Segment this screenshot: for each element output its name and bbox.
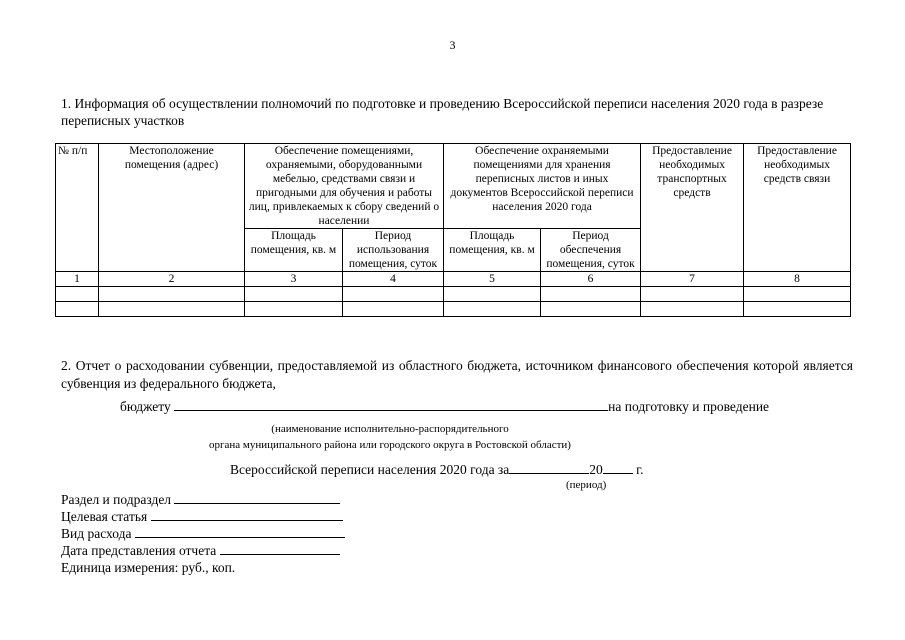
field-section-input[interactable] <box>174 503 340 504</box>
table-cell[interactable] <box>641 302 744 317</box>
budget-line <box>120 399 769 415</box>
field-target <box>61 508 343 525</box>
budget-caption <box>180 421 600 453</box>
census-year: 20 <box>589 462 603 477</box>
header-num: № п/п <box>56 144 99 272</box>
table-row <box>56 287 851 302</box>
column-number: 8 <box>744 272 851 287</box>
field-section <box>61 491 340 508</box>
budget-caption-line2: органа муниципального района или городского округа в Ростовской области) <box>209 439 571 451</box>
field-expense-type-label: Вид расхода <box>61 526 132 541</box>
period-field[interactable] <box>509 473 589 474</box>
table-row <box>56 302 851 317</box>
section2-title: 2. Отчет о расходовании субвенции, предоставляемой из областного бюджета, источником финансового обеспечения которой является субвенция из федерального бюджета, <box>61 358 853 391</box>
budget-suffix: на подготовку и проведение <box>608 399 770 414</box>
column-number: 1 <box>56 272 99 287</box>
header-communication: Предоставление необходимых средств связи <box>744 144 851 272</box>
header-area1: Площадь помещения, кв. м <box>245 229 343 272</box>
column-number-row <box>56 272 851 287</box>
census-suffix: г. <box>636 462 644 477</box>
column-number: 4 <box>343 272 444 287</box>
field-target-input[interactable] <box>151 520 343 521</box>
table-cell[interactable] <box>444 302 541 317</box>
field-expense-type-input[interactable] <box>135 537 345 538</box>
table-cell[interactable] <box>99 302 245 317</box>
header-period2: Период обеспечения помещения, суток <box>541 229 641 272</box>
table-cell[interactable] <box>343 302 444 317</box>
table-cell[interactable] <box>56 302 99 317</box>
header-period1: Период использования помещения, суток <box>343 229 444 272</box>
header-storage-group: Обеспечение охраняемыми помещениями для хранения переписных листов и иных документов Всероссийской переписи населения 2020 года <box>444 144 641 229</box>
field-report-date-label: Дата представления отчета <box>61 543 217 558</box>
table-cell[interactable] <box>99 287 245 302</box>
table-cell[interactable] <box>541 302 641 317</box>
column-number: 6 <box>541 272 641 287</box>
column-number: 3 <box>245 272 343 287</box>
table-cell[interactable] <box>541 287 641 302</box>
period-caption: (период) <box>566 479 607 491</box>
header-premises-group: Обеспечение помещениями, охраняемыми, оборудованными мебелью, средствами связи и пригодными для обучения и работы лиц, привлекаемых к сбору сведений о населении <box>245 144 444 229</box>
year-field[interactable] <box>603 473 633 474</box>
table-cell[interactable] <box>444 287 541 302</box>
field-section-label: Раздел и подраздел <box>61 492 172 507</box>
budget-name-field[interactable] <box>174 410 608 411</box>
section1-title: 1. Информация об осуществлении полномочий по подготовке и проведению Всероссийской переписи населения 2020 года в разрезе переписных участков <box>61 96 824 128</box>
table-cell[interactable] <box>744 302 851 317</box>
field-target-label: Целевая статья <box>61 509 148 524</box>
table-cell[interactable] <box>641 287 744 302</box>
column-number: 5 <box>444 272 541 287</box>
field-report-date <box>61 542 340 559</box>
census-prefix: Всероссийской переписи населения 2020 года за <box>230 462 510 477</box>
census-line <box>230 462 644 478</box>
field-report-date-input[interactable] <box>220 554 340 555</box>
header-location: Местоположение помещения (адрес) <box>99 144 245 272</box>
field-expense-type <box>61 525 345 542</box>
column-number: 2 <box>99 272 245 287</box>
info-table <box>55 143 851 317</box>
budget-caption-line1: (наименование исполнительно-распорядительного <box>271 423 509 435</box>
table-cell[interactable] <box>245 287 343 302</box>
table-cell[interactable] <box>343 287 444 302</box>
table-cell[interactable] <box>744 287 851 302</box>
header-transport: Предоставление необходимых транспортных средств <box>641 144 744 272</box>
header-area2: Площадь помещения, кв. м <box>444 229 541 272</box>
budget-prefix: бюджету <box>120 399 171 414</box>
table-cell[interactable] <box>56 287 99 302</box>
field-unit: Единица измерения: руб., коп. <box>61 560 236 575</box>
page-number: 3 <box>449 38 456 52</box>
table-cell[interactable] <box>245 302 343 317</box>
column-number: 7 <box>641 272 744 287</box>
